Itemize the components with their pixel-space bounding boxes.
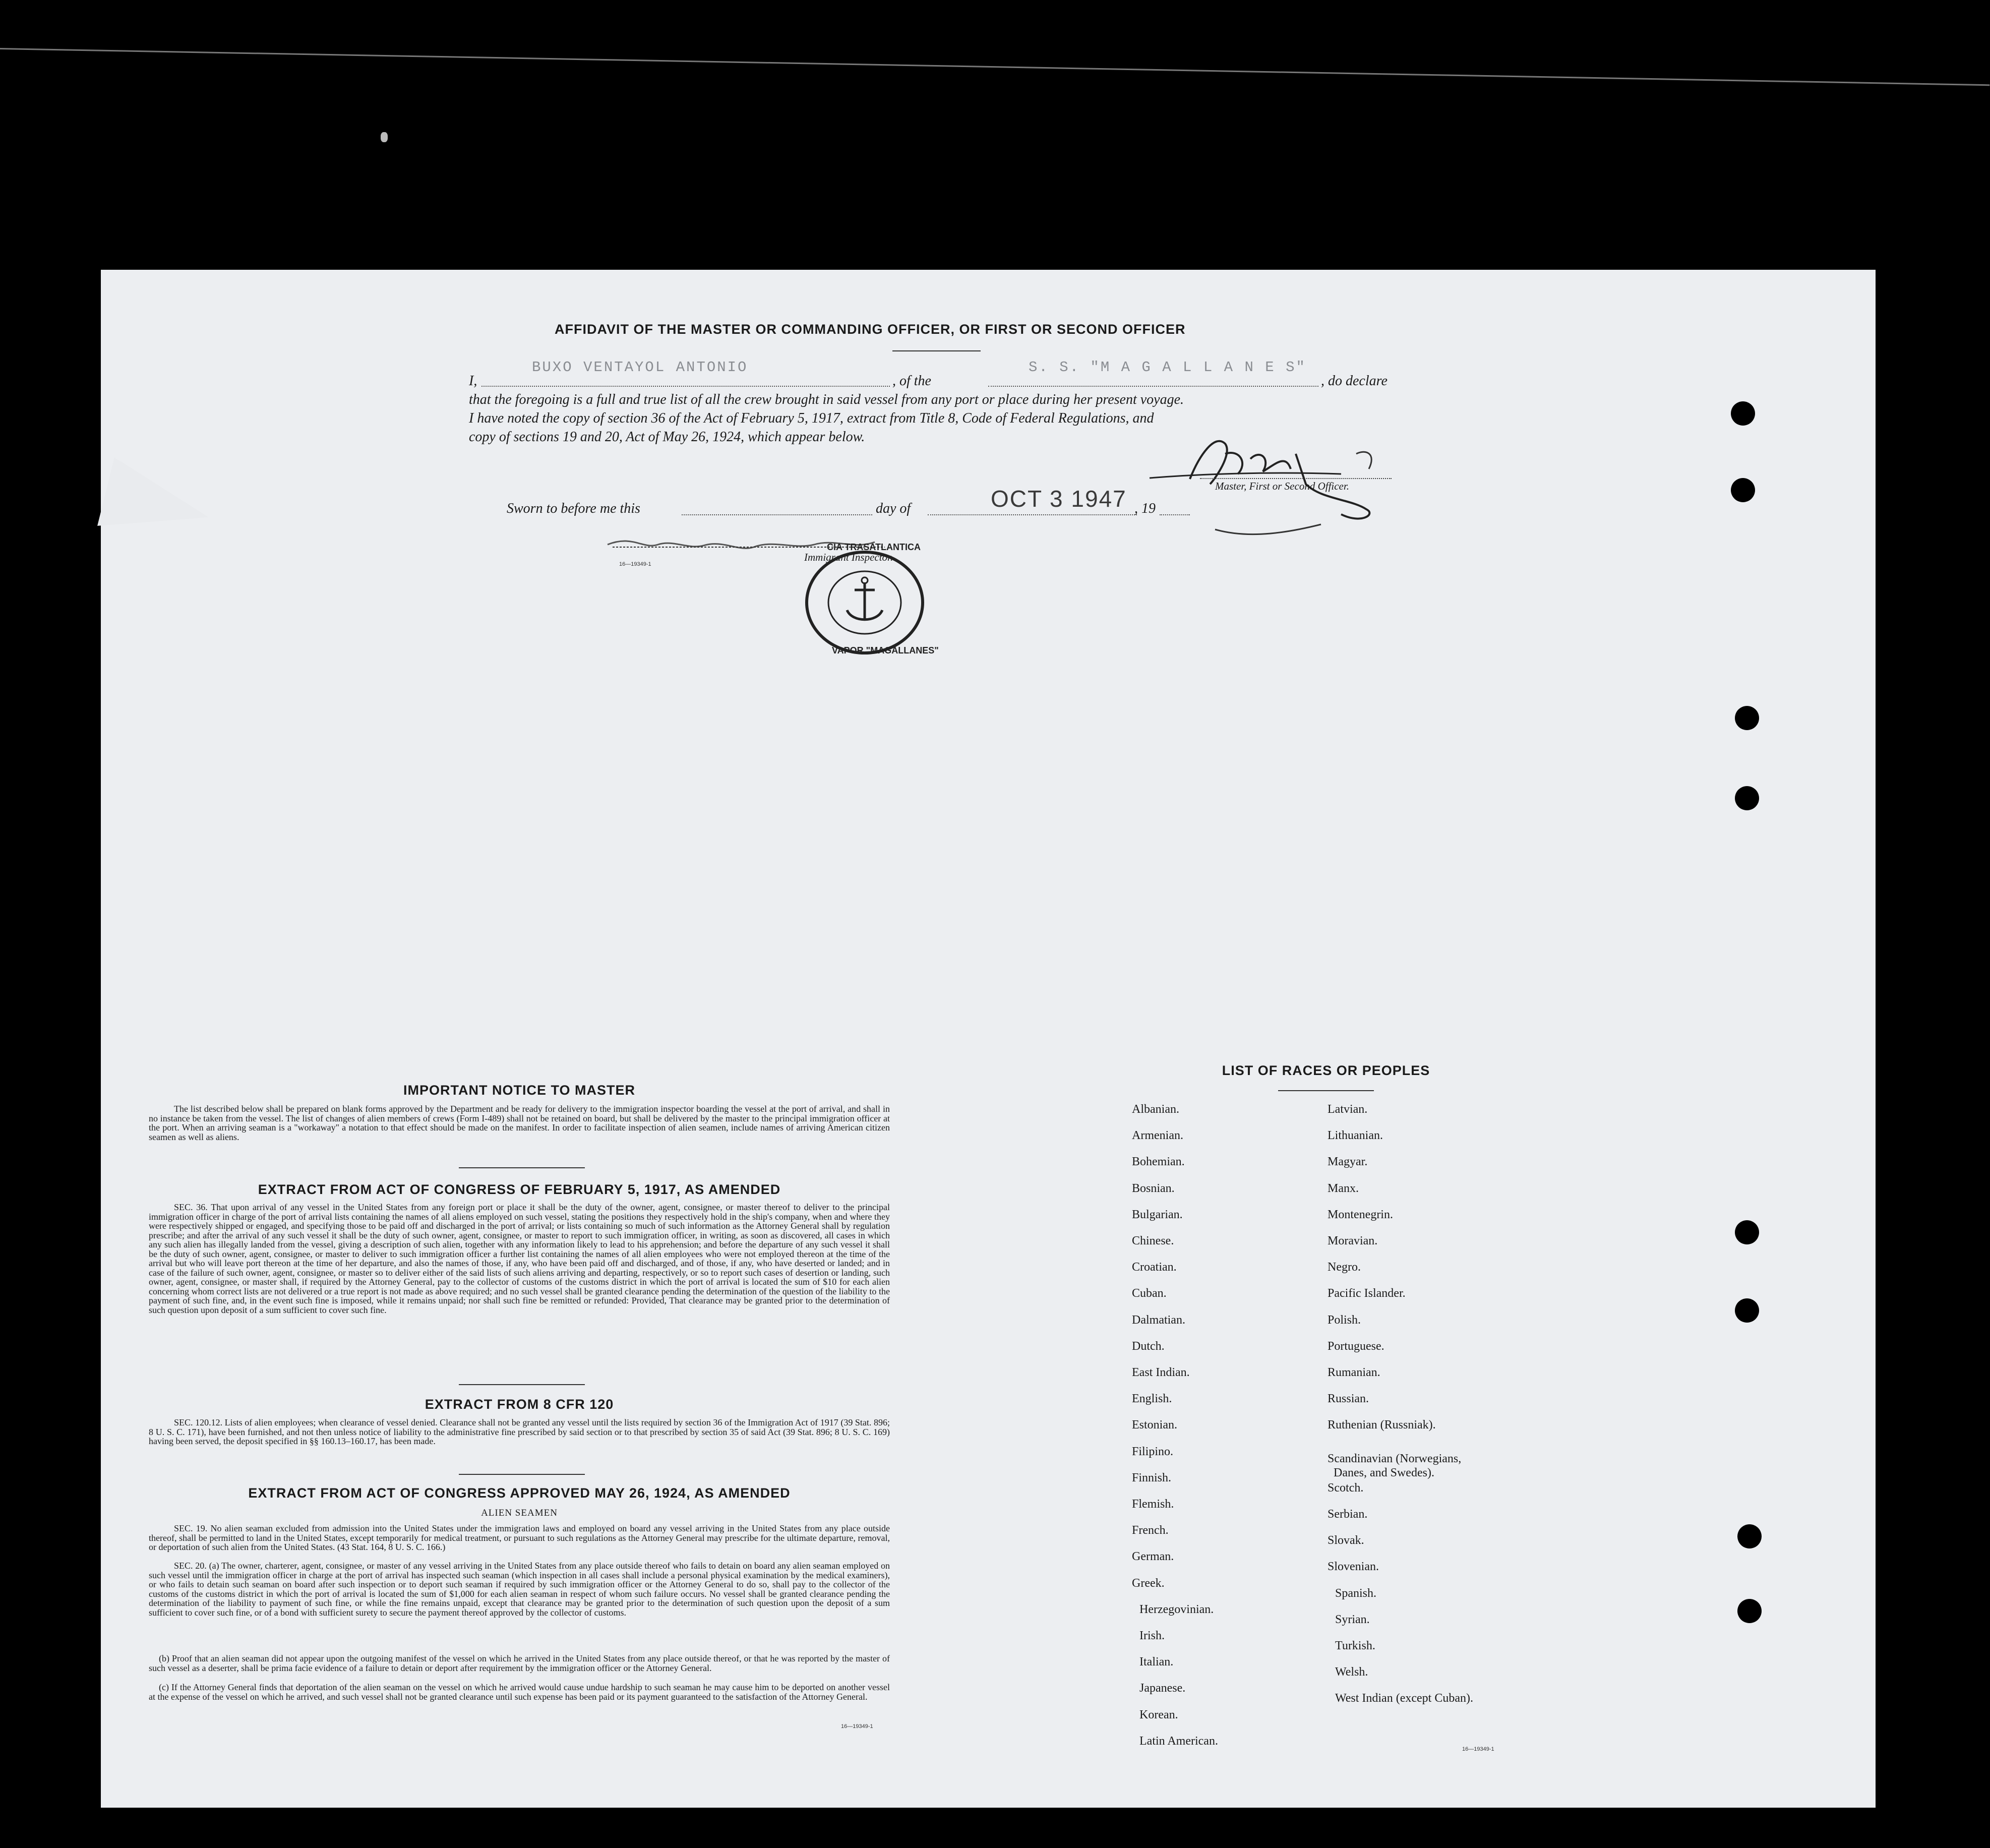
race-item: Russian. [1328,1392,1369,1406]
punch-hole [1737,1599,1762,1623]
notice-title: IMPORTANT NOTICE TO MASTER [403,1083,635,1098]
race-item: Manx. [1328,1181,1359,1195]
extract-1917-title: EXTRACT FROM ACT OF CONGRESS OF FEBRUARY 5, 1917, AS AMENDED [258,1182,781,1197]
sec-20b-text: (b) Proof that an alien seaman did not appear upon the outgoing manifest of the vessel on which he arrived in the United States from any place outside thereof, or that he was reported by the master of such vessel as a deserter, shall be prima facie evidence of a failure to detain or deport after requirement by the immigration officer or the Attorney General. [149,1653,890,1673]
name-line [481,386,890,387]
race-item: Polish. [1328,1313,1361,1327]
race-item: Bosnian. [1132,1181,1175,1195]
race-item: Welsh. [1335,1665,1368,1679]
race-item: Korean. [1139,1708,1178,1721]
race-item: East Indian. [1132,1366,1190,1379]
do-declare-label: , do declare [1321,373,1388,389]
race-item: Pacific Islander. [1328,1287,1406,1300]
race-item: Negro. [1328,1261,1361,1274]
affidavit-form-number: 16—19349-1 [619,561,651,567]
race-item: Albanian. [1132,1103,1179,1116]
race-item: Estonian. [1132,1418,1177,1432]
punch-hole [1735,1298,1759,1323]
ship-seal-stamp [802,547,928,658]
punch-hole [1731,478,1755,502]
stamp-bottom-text: VAPOR "MAGALLANES" [832,645,939,655]
race-item: Scotch. [1328,1481,1364,1495]
sworn-month-line [928,514,1137,515]
affidavit-title: AFFIDAVIT OF THE MASTER OR COMMANDING OFFICER, OR FIRST OR SECOND OFFICER [555,322,1186,337]
punch-hole [1731,401,1755,426]
extract-1917-rule [459,1384,585,1385]
race-item: West Indian (except Cuban). [1335,1692,1473,1705]
races-rule [1278,1090,1374,1091]
race-item: Syrian. [1335,1613,1370,1626]
sec-20a-text: SEC. 20. (a) The owner, charterer, agent, consignee, or master of any vessel arriving in the United States from any place outside thereof who fails to detain on board any alien seaman employed on such vessel until the immigration officer in charge at the port of arrival has inspected such seaman (which inspection in all cases shall include a personal physical examination by the medical examiners), or who fails to detain such seaman on board after such inspection or to deport such seaman if required by such immigration officer or the Attorney General to do so, shall pay to the collector of the customs of the customs district in which the port of arrival is located the sum of $1,000 for each alien seaman in respect of whom such failure occurs. No vessel shall be granted clearance pending the determination of the liability to payment of such fine, or while the fine remains unpaid, except that clearance may be granted prior to the determination of such question upon the deposit of a sum sufficient to cover such fine, or of a bond with sufficient surety to secure the payment thereof approved by the collector of customs. [149,1561,890,1618]
race-item: Rumanian. [1328,1366,1380,1379]
race-item: Moravian. [1328,1234,1378,1247]
race-item: Scandinavian (Norwegians, [1328,1452,1462,1465]
races-form-number: 16—19349-1 [1462,1746,1494,1752]
scan-dust-mark [381,132,388,142]
race-item: Latin American. [1139,1734,1218,1748]
officer-name: BUXO VENTAYOL ANTONIO [532,359,748,376]
extract-cfr-rule [459,1474,585,1475]
race-item: Lithuanian. [1328,1129,1383,1143]
extract-1924-subtitle: ALIEN SEAMEN [481,1508,558,1518]
inspector-caption: Immigrant Inspector. [804,551,893,563]
extract-1924-title: EXTRACT FROM ACT OF CONGRESS APPROVED MAY 26, 1924, AS AMENDED [248,1485,791,1501]
race-item: Flemish. [1132,1498,1174,1511]
day-of-label: day of [876,501,911,516]
race-item: Spanish. [1335,1586,1377,1600]
race-item: English. [1132,1392,1172,1406]
vessel-line [988,386,1318,387]
extract-cfr-body: SEC. 120.12. Lists of alien employees; when clearance of vessel denied. Clearance shall not be granted any vessel until the lists required by section 36 of the Immigration Act of 1917 (39 Stat. 896; 8 U. S. C. 171), have been furnished, and not then unless notice of liability to the administrative fine prescribed by said section or to that prescribed by section 35 of said Act (39 Stat. 896; 8 U. S. C. 169) having been served, the deposit specified in §§ 160.13–160.17, has been made. [149,1417,890,1446]
year-label: , 19 [1134,501,1156,516]
race-item: Slovak. [1328,1534,1364,1547]
declaration-line-3: I have noted the copy of section 36 of the Act of February 5, 1917, extract from Title 8, Code of Federal Regulations, and [469,410,1154,426]
scan-edge-line [0,48,1989,86]
extract-cfr-title: EXTRACT FROM 8 CFR 120 [425,1397,614,1412]
race-item: Italian. [1139,1655,1174,1669]
declaration-line-4: copy of sections 19 and 20, Act of May 26, 1924, which appear below. [469,429,865,445]
race-item: Finnish. [1132,1471,1172,1484]
race-item: Ruthenian (Russniak). [1328,1418,1436,1432]
race-item: Greek. [1132,1576,1165,1590]
stamp-top-text: CIA TRASATLANTICA [827,542,921,552]
races-title: LIST OF RACES OR PEOPLES [1222,1063,1430,1078]
extract-1917-body: SEC. 36. That upon arrival of any vessel in the United States from any foreign port or place it shall be the duty of the owner, agent, consignee, or master thereof to deliver to the principal immigration officer in charge of the port of arrival lists containing the names of all aliens employed on such vessel, stating the positions they respectively hold in the ship's company, when and where they were respectively shipped or engaged, and specifying those to be paid off and discharged in the port of arrival; or lists containing so much of such information as the Attorney General shall by regulation prescribe; and after the arrival of any such vessel it shall be the duty of such owner, agent, consignee, or master to report to such immigration officer, in writing, as soon as discovered, all cases in which any such alien has illegally landed from the vessel, giving a description of such alien, together with any information likely to lead to his apprehension; and before the departure of any such vessel it shall be the duty of such owner, agent, consignee, or master to deliver to such immigration officer a further list containing the names of all alien employees who were not employed thereon at the time of the arrival but who will leave port thereon at the time of her departure, and also the names of those, if any, who have been paid off and discharged, and of those, if any, who have deserted or landed; and in case of the failure of such owner, agent, consignee, or master so to deliver either of the said lists of such aliens arriving and departing, respectively, or so to report such cases of desertion or landing, such owner, agent, consignee, or master shall, if required by the Attorney General, pay to the collector of customs of the customs district in which the port of arrival is located the sum of $10 for each alien concerning whom correct lists are not delivered or a true report is not made as above required; and no such vessel shall be granted clearance pending the determination of the question of the liability to the payment of such fine, and, in the event such fine is imposed, while it remains unpaid; nor shall such fine be remitted or refunded: Provided, That clearance may be granted prior to the determination of such question upon deposit of a sum sufficient to cover such fine. [149,1202,890,1315]
year-line [1160,514,1190,515]
title-rule [892,350,981,351]
punch-hole [1735,1220,1759,1244]
race-item: Bohemian. [1132,1155,1185,1169]
declaration-line-2: that the foregoing is a full and true list of all the crew brought in said vessel from any port or place during her present voyage. [469,392,1184,407]
vessel-name: S. S. "M A G A L L A N E S" [1029,359,1306,376]
notice-body: The list described below shall be prepared on blank forms approved by the Department and be ready for delivery to the immigration inspector boarding the vessel at the port of arrival, and shall in no instance be taken from the vessel. The list of changes of alien members of crews (Form I-489) shall not be retained on board, but shall be delivered by the master to the principal immigration officer at the port. When an arriving seaman is a "workaway" a notation to that effect should be made on the manifest. In order to facilitate inspection of alien seamen, include names of arriving American citizen seamen as well as aliens. [149,1104,890,1142]
race-item: Chinese. [1132,1234,1174,1247]
race-item: Filipino. [1132,1445,1174,1458]
race-item: Japanese. [1139,1682,1186,1695]
punch-hole [1735,786,1759,810]
race-item: Cuban. [1132,1287,1167,1300]
race-item: Herzegovinian. [1139,1602,1214,1616]
signature-line [1200,478,1392,479]
punch-hole [1735,706,1759,730]
race-item: German. [1132,1550,1174,1564]
i-label: I, [469,373,477,389]
sworn-day-line [682,514,872,515]
race-item: Turkish. [1335,1639,1375,1652]
race-item: Montenegrin. [1328,1208,1393,1221]
race-item: Serbian. [1328,1508,1368,1521]
race-item: Slovenian. [1328,1560,1379,1574]
extract-form-number: 16—19349-1 [841,1723,873,1730]
sworn-date: OCT 3 1947 [991,486,1127,512]
race-item: Danes, and Swedes). [1334,1466,1434,1479]
sec-19-text: SEC. 19. No alien seaman excluded from admission into the United States under the immigration laws and employed on board any vessel arriving in the United States from any place outside thereof, shall be permitted to land in the United States, except temporarily for medical treatment, or pursuant to such regulations as the Attorney General may prescribe for the ultimate departure, removal, or deportation of such alien from the United States. (43 Stat. 164, 8 U. S. C. 166.) [149,1523,890,1552]
punch-hole [1737,1524,1762,1548]
race-item: French. [1132,1524,1169,1537]
race-item: Irish. [1139,1629,1165,1642]
notice-rule [459,1167,585,1168]
sworn-label: Sworn to before me this [507,501,640,516]
race-item: Armenian. [1132,1129,1183,1143]
race-item: Latvian. [1328,1103,1368,1116]
race-item: Portuguese. [1328,1339,1384,1353]
race-item: Dutch. [1132,1339,1165,1353]
race-item: Bulgarian. [1132,1208,1183,1221]
race-item: Dalmatian. [1132,1313,1185,1327]
of-the-label: , of the [892,373,931,389]
signature-caption: Master, First or Second Officer. [1215,480,1349,492]
race-item: Magyar. [1328,1155,1368,1169]
race-item: Croatian. [1132,1261,1177,1274]
sec-20c-text: (c) If the Attorney General finds that deportation of the alien seaman on the vessel on which he arrived would cause undue hardship to such seaman he may cause him to be deported on another vessel at the expense of the vessel on which he arrived, and such vessel shall not be granted clearance until such expense has been paid or its payment guaranteed to the satisfaction of the Attorney General. [149,1682,890,1702]
